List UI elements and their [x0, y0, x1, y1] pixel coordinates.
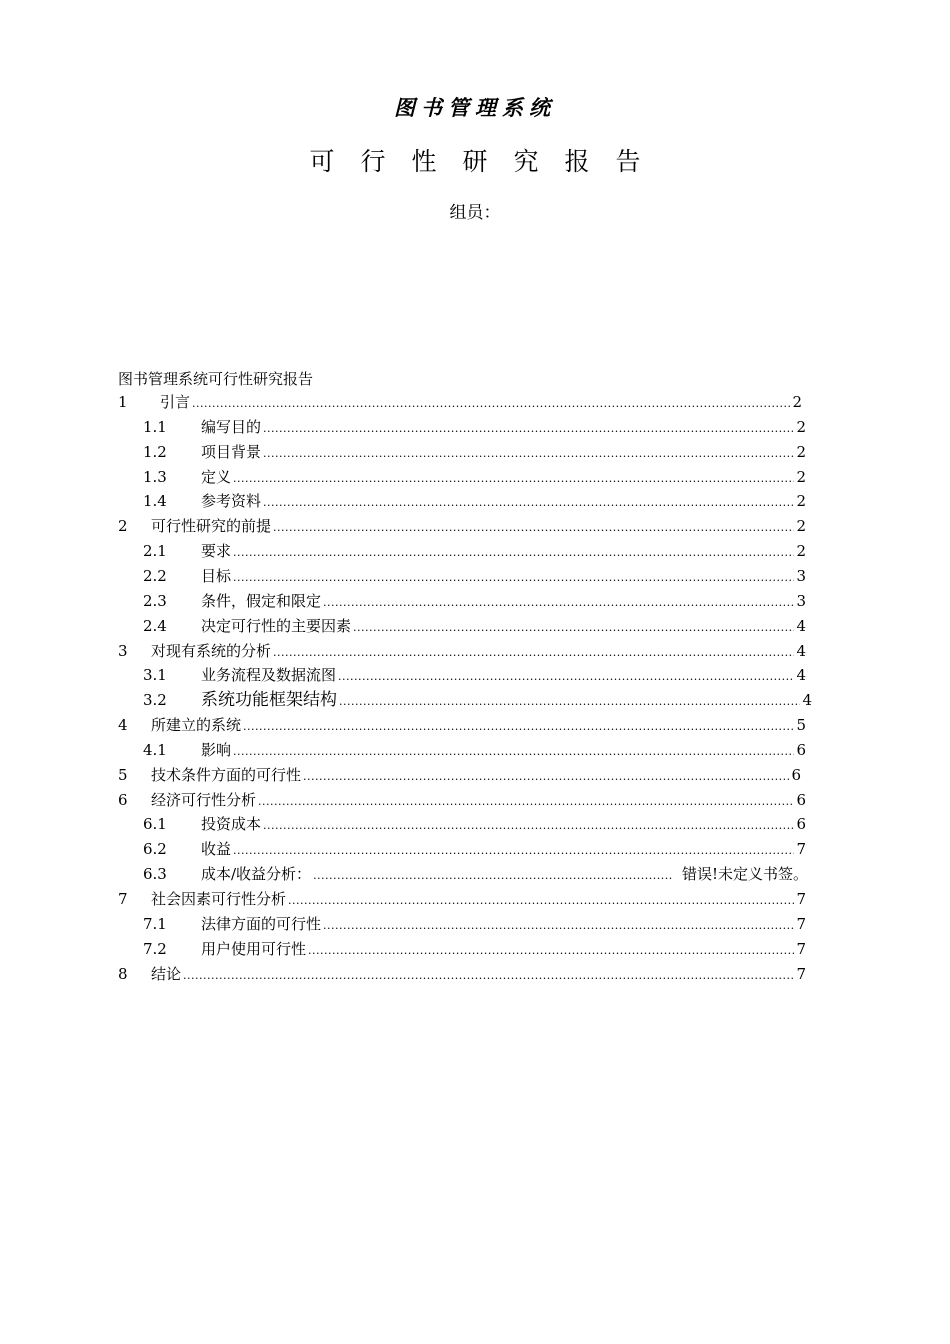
toc-leader-dots: [263, 492, 794, 514]
toc-entry-page: 错误!未定义书签。: [681, 865, 808, 884]
toc-entry-page: 6: [796, 740, 806, 759]
toc-entry[interactable]: [143, 540, 806, 562]
toc-entry-page: 2: [796, 542, 806, 561]
toc-entry[interactable]: [118, 963, 806, 985]
toc-entry-page: 7: [796, 964, 806, 983]
toc-leader-dots: [192, 393, 790, 415]
toc-entry[interactable]: [143, 838, 806, 860]
report-title: 可行性研究报告: [309, 147, 667, 176]
toc-entry-number: 6: [118, 790, 128, 809]
toc-entry[interactable]: [143, 739, 806, 761]
toc-entry-page: 3: [796, 566, 806, 585]
toc-leader-dots: [308, 940, 794, 962]
toc-entry-label: 成本/收益分析：: [201, 865, 312, 884]
toc-entry-number: 4: [118, 716, 128, 735]
toc-entry-label: 经济可行性分析: [151, 790, 257, 809]
toc-entry[interactable]: [143, 938, 806, 960]
toc-entry[interactable]: [118, 714, 806, 736]
toc-entry[interactable]: [143, 863, 808, 885]
toc-entry-number: 2.3: [143, 591, 167, 610]
toc-entry-label: 技术条件方面的可行性: [151, 765, 302, 784]
toc-leader-dots: [243, 716, 794, 738]
toc-leader-dots: [263, 443, 794, 465]
toc-entry-number: 1.4: [143, 492, 167, 511]
toc-entry-label: 社会因素可行性分析: [151, 890, 287, 908]
toc-entry-label: 编写目的: [201, 417, 262, 436]
toc-leader-dots: [273, 517, 794, 539]
toc-entry[interactable]: [143, 615, 806, 637]
toc-entry-page: 2: [796, 517, 806, 536]
members-label: 组员：: [449, 203, 501, 223]
toc-entry-page: 2: [796, 467, 806, 486]
toc-entry-label: 要求: [201, 542, 232, 561]
toc-entry[interactable]: [143, 441, 806, 463]
toc-entry[interactable]: [143, 416, 806, 438]
toc-entry-number: 6.1: [143, 815, 167, 834]
toc-entry-label: 所建立的系统: [151, 716, 242, 735]
toc-entry[interactable]: [143, 490, 806, 512]
toc-entry-page: 7: [796, 939, 806, 958]
toc-entry-number: 3.2: [143, 691, 167, 710]
toc-entry-label: 影响: [201, 740, 232, 759]
toc-entry[interactable]: [118, 888, 806, 910]
toc-entry-number: 3.1: [143, 666, 167, 685]
toc-leader-dots: [233, 840, 794, 862]
toc-leader-dots: [303, 766, 789, 788]
toc-entry-number: 2.2: [143, 566, 167, 585]
toc-entry-page: 2: [796, 442, 806, 461]
toc-entry-page: 4: [796, 641, 806, 660]
toc-entry-number: 1: [118, 393, 128, 411]
toc-entry-label: 目标: [201, 566, 232, 585]
toc-entry-number: 7.2: [143, 939, 167, 958]
toc-heading: 图书管理系统可行性研究报告: [118, 370, 314, 388]
toc-entry-number: 8: [118, 964, 128, 983]
system-title: 图书管理系统: [394, 95, 556, 120]
toc-leader-dots: [339, 691, 800, 713]
toc-entry-label: 系统功能框架结构: [201, 690, 337, 711]
toc-leader-dots: [263, 418, 794, 440]
toc-entry-label: 用户使用可行性: [201, 939, 307, 958]
toc-entry-number: 5: [118, 765, 128, 784]
toc-entry-page: 7: [796, 840, 806, 859]
toc-entry-label: 收益: [201, 840, 232, 859]
toc-entry[interactable]: [118, 640, 806, 662]
toc-entry-label: 项目背景: [201, 442, 262, 461]
toc-entry-page: 2: [792, 393, 802, 411]
toc-entry-number: 7: [118, 890, 128, 908]
toc-entry[interactable]: [118, 515, 806, 537]
toc-entry-label: 定义: [201, 467, 232, 486]
toc-entry-number: 2.1: [143, 542, 167, 561]
toc-entry-page: 7: [796, 890, 806, 908]
toc-entry-number: 2.4: [143, 616, 167, 635]
toc-entry-label: 投资成本: [201, 815, 262, 834]
toc-leader-dots: [288, 890, 794, 912]
toc-entry-page: 2: [796, 417, 806, 436]
toc-entry[interactable]: [143, 590, 806, 612]
toc-entry[interactable]: [143, 466, 806, 488]
toc-entry-page: 4: [796, 616, 806, 635]
toc-entry-label: 引言: [160, 393, 191, 411]
toc-leader-dots: [233, 567, 794, 589]
toc-entry-page: 6: [791, 765, 801, 784]
toc-leader-dots: [273, 642, 794, 664]
toc-leader-dots: [338, 666, 794, 688]
toc-entry-label: 可行性研究的前提: [151, 517, 272, 536]
toc-leader-dots: [323, 915, 794, 937]
toc-entry-label: 结论: [151, 964, 182, 983]
toc-entry-number: 6.2: [143, 840, 167, 859]
toc-entry-page: 6: [796, 790, 806, 809]
toc-leader-dots: [263, 815, 794, 837]
toc-entry-page: 7: [796, 914, 806, 933]
toc-entry-page: 3: [796, 591, 806, 610]
toc-entry-number: 2: [118, 517, 128, 536]
toc-entry-page: 4: [796, 666, 806, 685]
toc-leader-dots: [233, 741, 794, 763]
toc-entry[interactable]: [143, 565, 806, 587]
toc-entry-number: 7.1: [143, 914, 167, 933]
toc-entry-label: 对现有系统的分析: [151, 641, 272, 660]
toc-entry[interactable]: [118, 391, 802, 413]
toc-entry-number: 4.1: [143, 740, 167, 759]
toc-entry[interactable]: [143, 813, 806, 835]
toc-entry-number: 3: [118, 641, 128, 660]
toc-entry-number: 1.2: [143, 442, 167, 461]
toc-entry-number: 6.3: [143, 865, 167, 884]
toc-entry[interactable]: [118, 789, 806, 811]
toc-entry-page: 4: [802, 691, 812, 710]
toc-entry-number: 1.1: [143, 417, 167, 436]
toc-leader-dots: [353, 617, 794, 639]
toc-leader-dots: [233, 468, 794, 490]
toc-entry[interactable]: [118, 764, 801, 786]
toc-entry[interactable]: [143, 689, 812, 711]
toc-entry[interactable]: [143, 664, 806, 686]
toc-entry[interactable]: [143, 913, 806, 935]
toc-leader-dots: [323, 592, 794, 614]
toc-entry-page: 6: [796, 815, 806, 834]
toc-leader-dots: [313, 865, 672, 887]
toc-leader-dots: [233, 542, 794, 564]
toc-entry-label: 法律方面的可行性: [201, 914, 322, 933]
toc-leader-dots: [258, 791, 794, 813]
toc-entry-number: 1.3: [143, 467, 167, 486]
toc-entry-page: 5: [796, 716, 806, 735]
toc-entry-label: 决定可行性的主要因素: [201, 616, 352, 635]
toc-leader-dots: [183, 965, 794, 987]
toc-entry-label: 条件，假定和限定: [201, 591, 322, 610]
toc-entry-label: 参考资料: [201, 492, 262, 511]
toc-entry-page: 2: [796, 492, 806, 511]
toc-entry-label: 业务流程及数据流图: [201, 666, 337, 685]
